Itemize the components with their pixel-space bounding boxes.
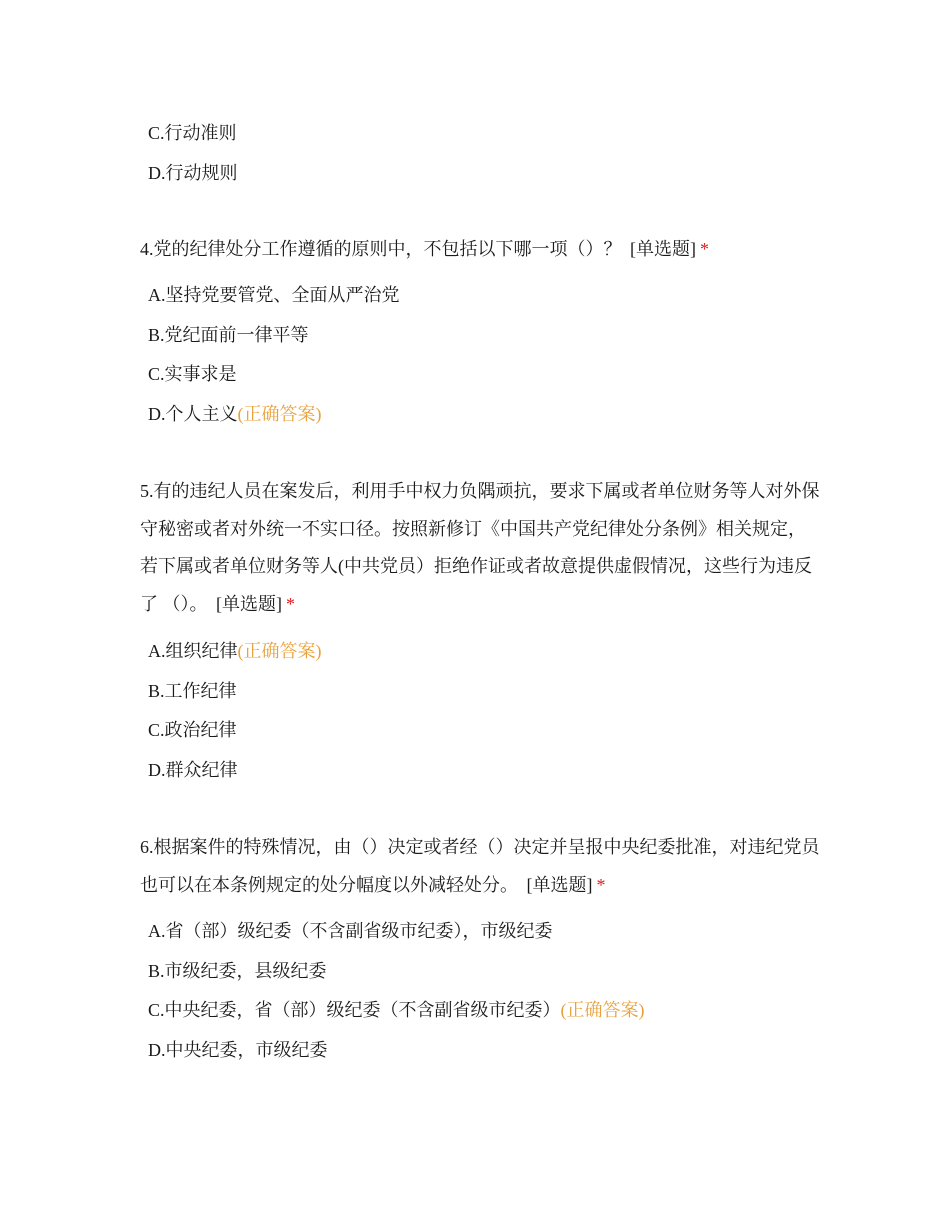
option-5a[interactable]: A.组织纪律(正确答案) bbox=[148, 641, 322, 661]
question-5-text: 5.有的违纪人员在案发后，利用手中权力负隅顽抗，要求下属或者单位财务等人对外保守秘密或者对外统一不实口径。按照新修订《中国共产党纪律处分条例》相关规定，若下属或者单位财务等人(中共党员）拒绝作证或者故意提供虚假情况，这些行为违反了 （）。 [单选题] * bbox=[140, 481, 820, 614]
option-5b[interactable]: B.工作纪律 bbox=[148, 680, 237, 701]
required-mark: * bbox=[700, 239, 709, 259]
question-type-tag: [单选题] bbox=[526, 874, 593, 895]
question-type-tag: [单选题] bbox=[216, 593, 282, 614]
option-4a[interactable]: A.坚持党要管党、全面从严治党 bbox=[148, 285, 400, 305]
option-4d[interactable]: D.个人主义(正确答案) bbox=[148, 403, 322, 424]
question-6 bbox=[140, 829, 820, 904]
correct-answer-label: (正确答案) bbox=[560, 1000, 645, 1020]
question-4-options bbox=[140, 276, 820, 434]
option-5c[interactable]: C.政治纪律 bbox=[148, 720, 237, 740]
option-5d[interactable]: D.群众纪律 bbox=[148, 759, 238, 780]
required-mark: * bbox=[596, 874, 606, 895]
question-5 bbox=[140, 473, 820, 623]
question-3-options bbox=[140, 114, 820, 193]
option-3d[interactable]: D.行动规则 bbox=[148, 162, 238, 183]
question-type-tag: [单选题] bbox=[630, 239, 696, 259]
question-4 bbox=[140, 231, 820, 269]
correct-answer-label: (正确答案) bbox=[237, 403, 322, 424]
option-6a[interactable]: A.省（部）级纪委（不含副省级市纪委），市级纪委 bbox=[148, 921, 553, 941]
correct-answer-label: (正确答案) bbox=[237, 641, 322, 661]
question-6-text: 6.根据案件的特殊情况，由（）决定或者经（）决定并呈报中央纪委批准，对违纪党员也可以在本条例规定的处分幅度以外减轻处分。 [单选题] * bbox=[140, 837, 820, 895]
option-6d[interactable]: D.中央纪委，市级纪委 bbox=[148, 1039, 328, 1060]
required-mark: * bbox=[286, 593, 295, 614]
option-4c[interactable]: C.实事求是 bbox=[148, 364, 237, 384]
option-4b[interactable]: B.党纪面前一律平等 bbox=[148, 324, 309, 345]
question-4-text: 4.党的纪律处分工作遵循的原则中，不包括以下哪一项（）？ [单选题] * bbox=[140, 239, 709, 259]
option-3c[interactable]: C.行动准则 bbox=[148, 123, 237, 143]
question-6-options bbox=[140, 912, 820, 1070]
option-6b[interactable]: B.市级纪委，县级纪委 bbox=[148, 960, 327, 981]
question-5-options bbox=[140, 632, 820, 790]
option-6c[interactable]: C.中央纪委，省（部）级纪委（不含副省级市纪委）(正确答案) bbox=[148, 1000, 645, 1020]
